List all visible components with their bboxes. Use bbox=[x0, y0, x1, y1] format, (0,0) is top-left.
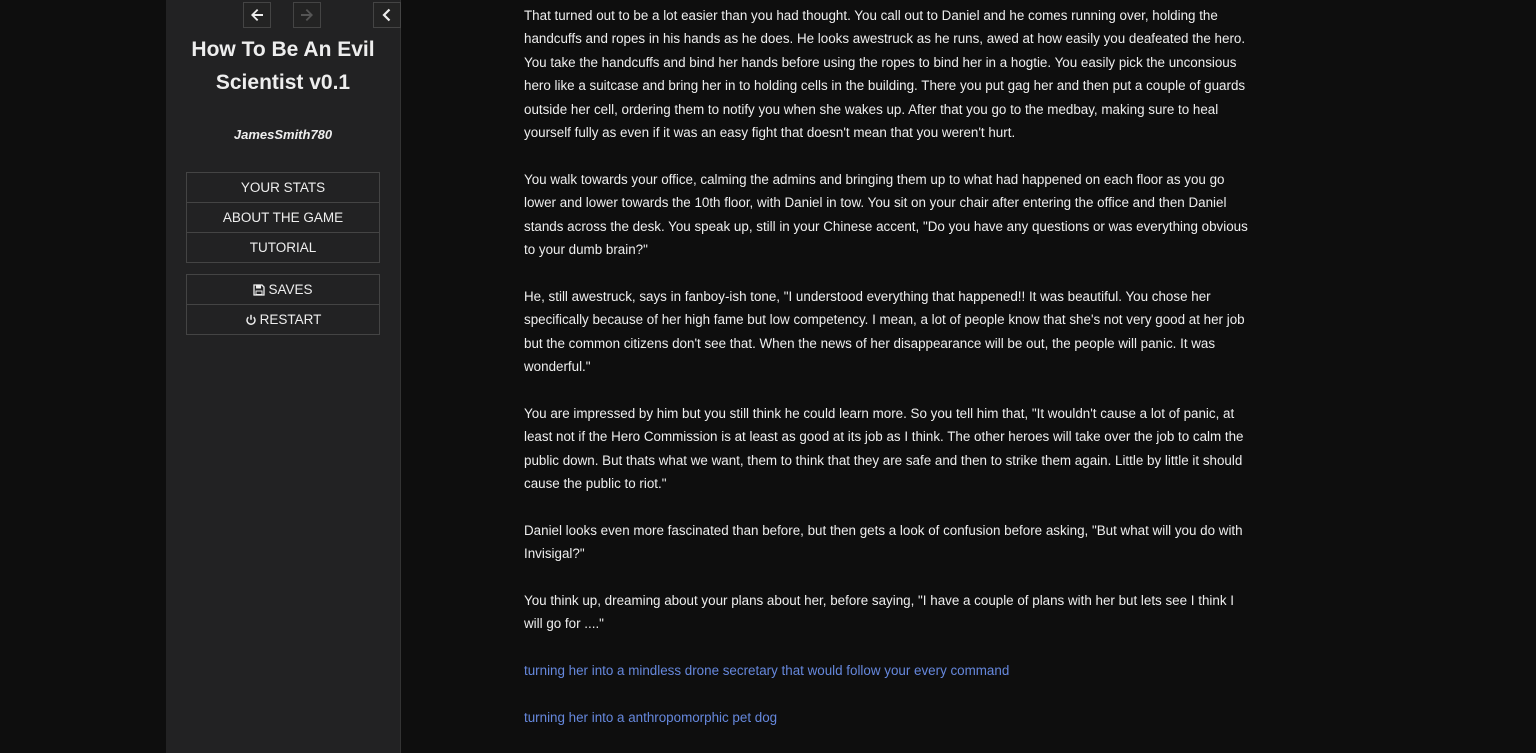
passage-paragraph: He, still awestruck, says in fanboy-ish tone, "I understood everything that happened!! It was beautiful. You chose her specifically because of her high fame but low competency. I mean, a lot of people know that she's not very good at her job but the common citizens don't see that. When the news of her disappearance will be out, the people will panic. It was wonderful." bbox=[524, 288, 1245, 375]
arrow-right-icon bbox=[299, 7, 315, 23]
passage-paragraph: You are impressed by him but you still think he could learn more. So you tell him that, "It wouldn't cause a lot of panic, at least not if the Hero Commission is at least as good at its job as I think. The other heroes will take over the job to calm the public down. But thats what we want, them to think that they are safe and then to strike them again. Little by little it should cause the public to riot." bbox=[524, 405, 1244, 492]
sidebar-toolbar bbox=[166, 2, 400, 28]
main-menu bbox=[186, 172, 380, 263]
menu-about-the-game[interactable]: ABOUT THE GAME bbox=[187, 202, 379, 232]
saves-label: SAVES bbox=[268, 282, 313, 297]
saves-button[interactable] bbox=[187, 275, 379, 304]
chevron-left-icon bbox=[380, 8, 394, 22]
passage-paragraph: That turned out to be a lot easier than you had thought. You call out to Daniel and he comes running over, holding the handcuffs and ropes in his hands as he does. He looks awestruck as he runs, awed at how easily you deafeated the hero. You take the handcuffs and bind her hands before using the ropes to bind her in a hogtie. You easily pick the unconsious hero like a suitcase and bring her in to holding cells in the building. There you put gag her and then put a couple of guards outside her cell, ordering them to notify you when she wakes up. After that you go to the medbay, making sure to heal yourself fully as even if it was an easy fight that doesn't mean that you weren't hurt. bbox=[524, 8, 1246, 141]
choice-link-drone-secretary[interactable]: turning her into a mindless drone secretary that would follow your every command bbox=[524, 663, 1010, 679]
story-author: JamesSmith780 bbox=[233, 127, 333, 142]
floppy-disk-icon bbox=[253, 284, 265, 296]
choice-paragraph bbox=[524, 706, 1254, 729]
sidebar bbox=[166, 0, 401, 753]
history-back-button[interactable] bbox=[243, 2, 271, 28]
menu-your-stats[interactable]: YOUR STATS bbox=[240, 180, 326, 195]
sidebar-collapse-button[interactable] bbox=[373, 2, 401, 28]
restart-button[interactable] bbox=[187, 304, 379, 334]
choice-paragraph bbox=[524, 659, 1254, 682]
passage-paragraph: You think up, dreaming about your plans about her, before saying, "I have a couple of plans with her but lets see I think I will go for ...." bbox=[524, 593, 1234, 632]
power-icon bbox=[245, 314, 257, 326]
story-title: How To Be An Evil Scientist v0.1 bbox=[191, 38, 375, 94]
arrow-left-icon bbox=[249, 7, 265, 23]
menu-tutorial[interactable]: TUTORIAL bbox=[187, 232, 379, 262]
story-passage bbox=[524, 4, 1254, 753]
passage-paragraph: Daniel looks even more fascinated than before, but then gets a look of confusion before asking, "But what will you do with Invisigal?" bbox=[524, 522, 1243, 562]
history-forward-button[interactable] bbox=[293, 2, 321, 28]
choice-link-pet-dog[interactable]: turning her into a anthropomorphic pet dog bbox=[524, 710, 778, 726]
passage-paragraph: You walk towards your office, calming the admins and bringing them up to what had happened on each floor as you go lower and lower towards the 10th floor, with Daniel in tow. You sit on your chair after entering the office and then Daniel stands across the desk. You speak up, still in your Chinese accent, "Do you have any questions or was everything obvious to your dumb brain?" bbox=[524, 171, 1248, 258]
core-menu bbox=[186, 274, 380, 335]
restart-label: RESTART bbox=[259, 312, 322, 327]
